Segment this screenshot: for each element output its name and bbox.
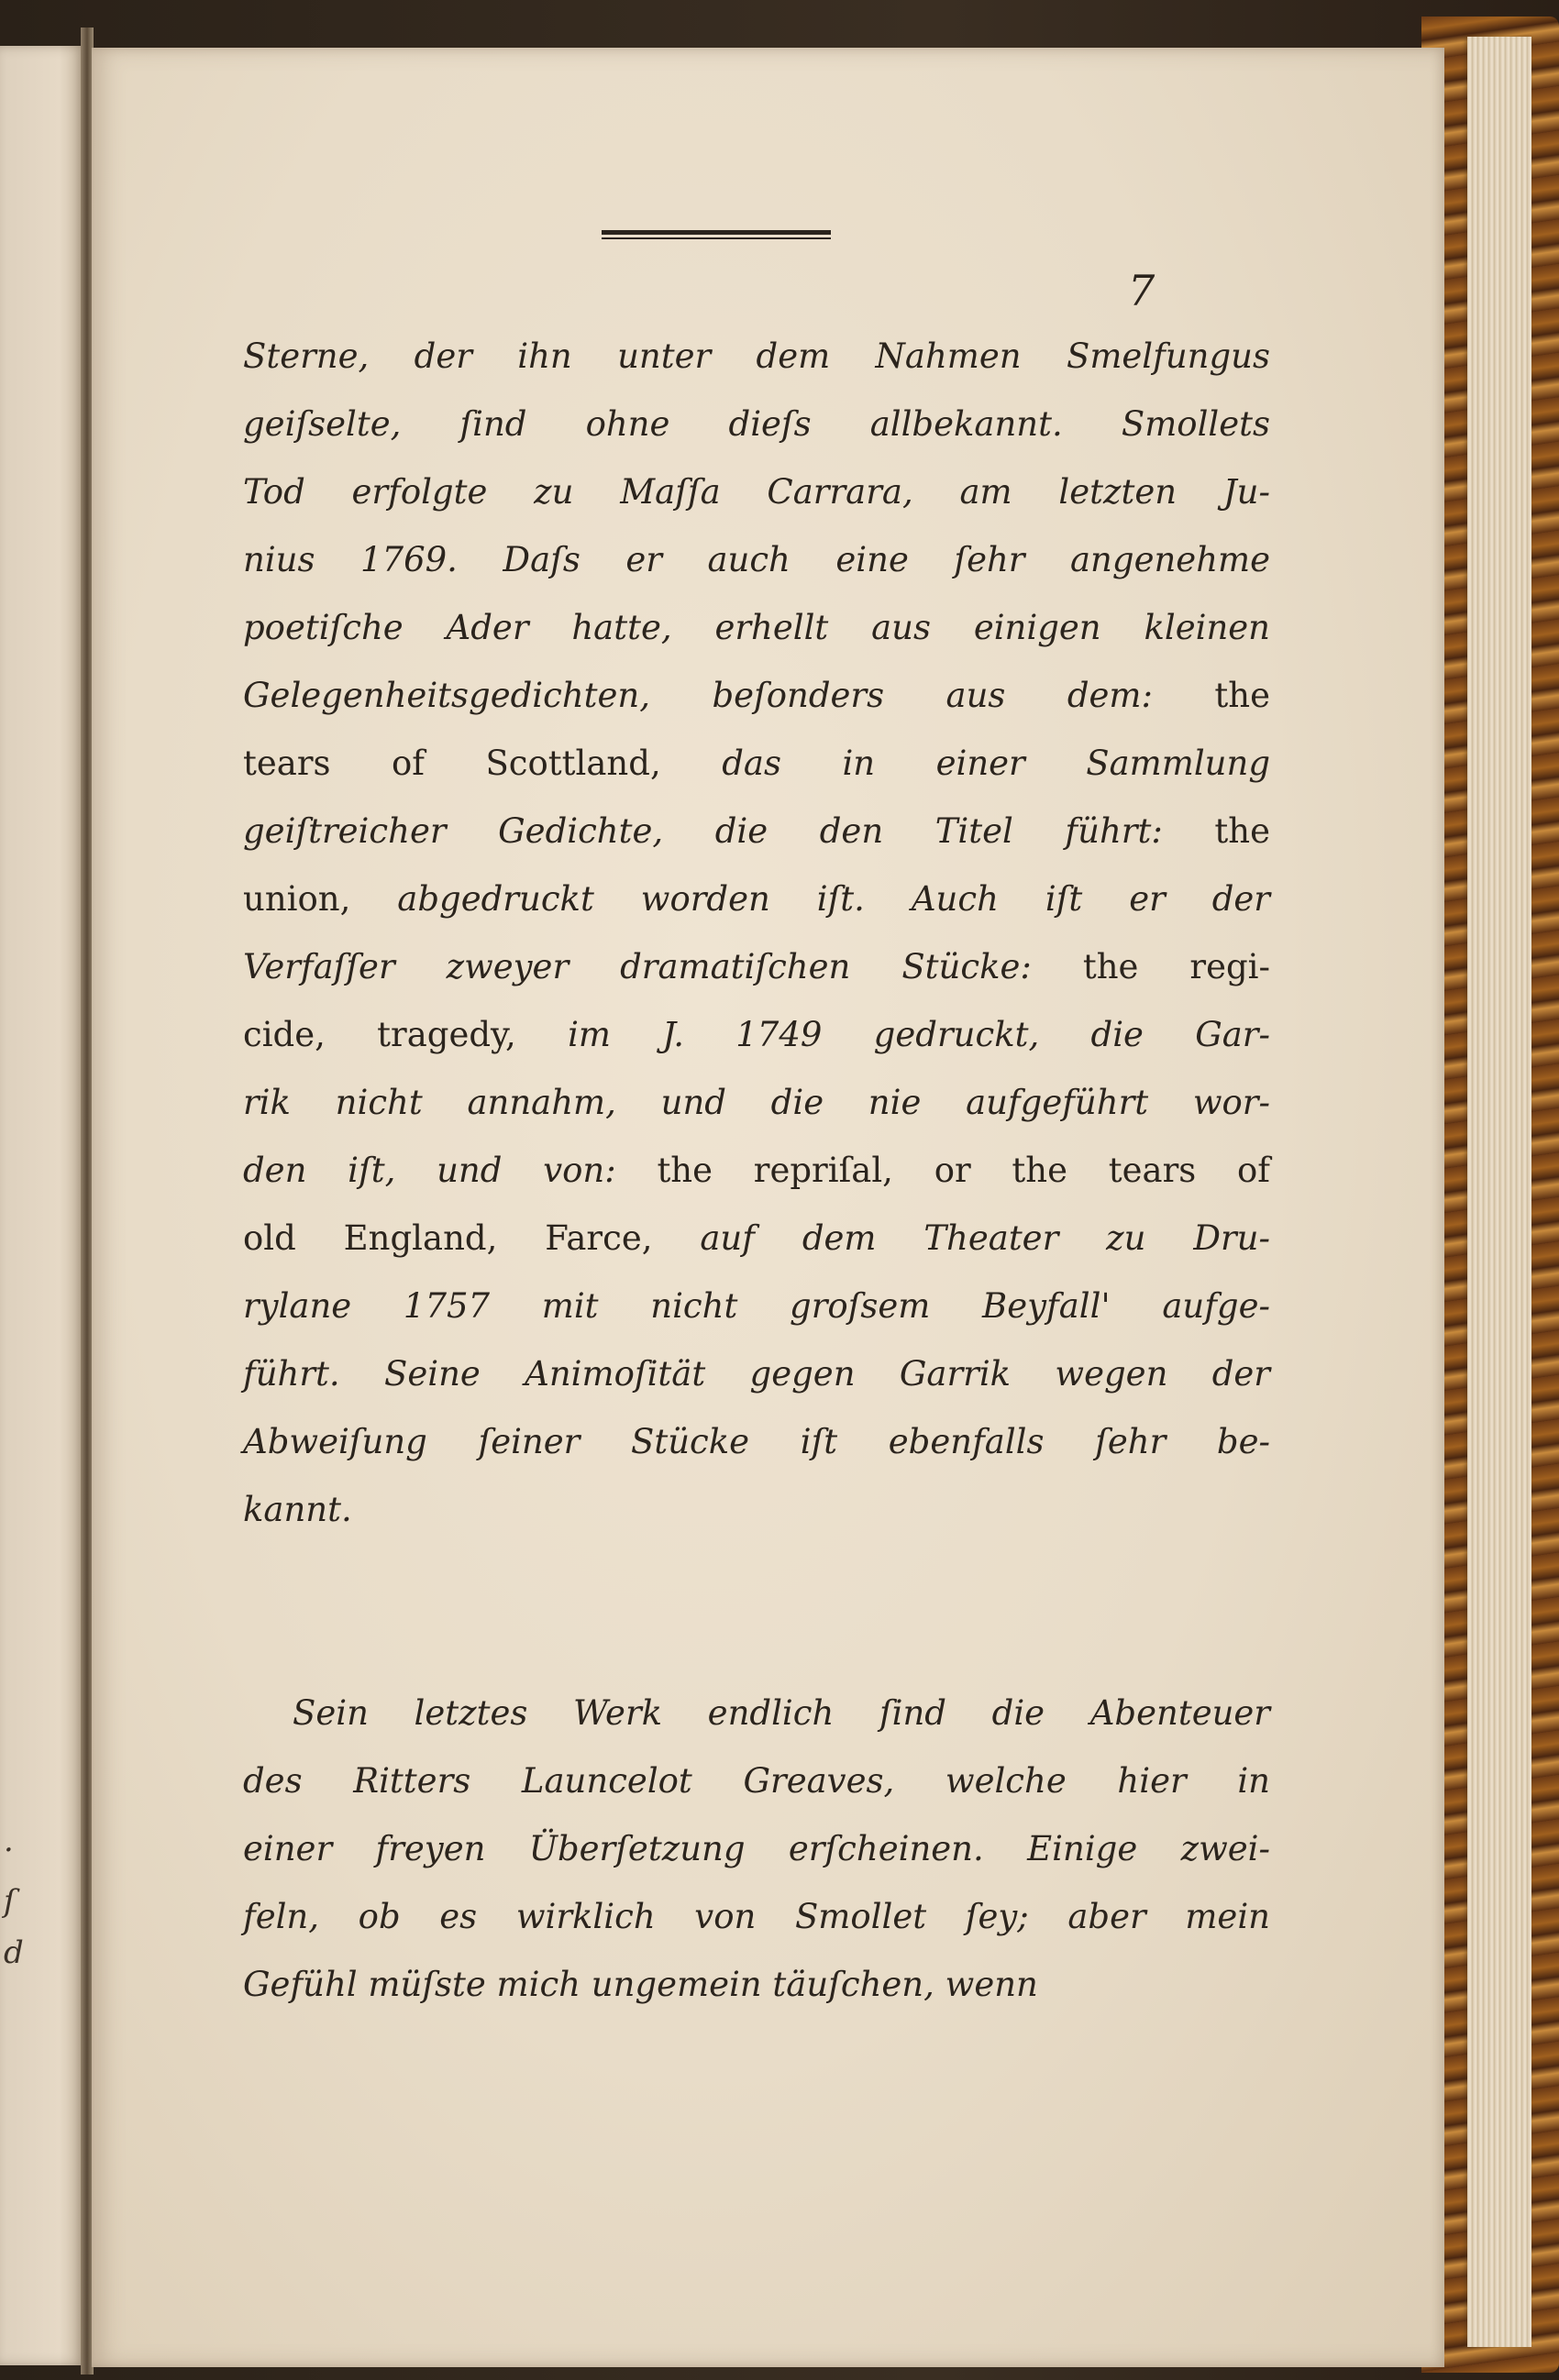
text-line xyxy=(243,458,1270,526)
previous-page-fragments xyxy=(4,1824,24,1978)
text-line xyxy=(243,526,1270,594)
previous-page-edge xyxy=(0,46,84,2365)
italic-run: kannt. xyxy=(243,1490,352,1529)
text-line xyxy=(243,1137,1270,1205)
text-line xyxy=(243,1747,1270,1815)
text-line xyxy=(243,391,1270,458)
roman-run: the xyxy=(1214,676,1270,715)
text-line xyxy=(243,1069,1270,1137)
italic-run: poetiſche Ader hatte, erhellt aus einigen kleinen xyxy=(243,608,1270,647)
text-line xyxy=(243,662,1270,730)
italic-run: Gefühl müſste mich ungemein täuſchen, wenn xyxy=(243,1965,1038,2004)
italic-run: des Ritters Launcelot Greaves, welche hier in xyxy=(243,1761,1270,1801)
roman-run: old England, Farce, xyxy=(243,1218,701,1258)
roman-run: the regi- xyxy=(1082,947,1270,986)
roman-run: the repriſal, or the tears of xyxy=(657,1151,1270,1190)
italic-run: feln, ob es wirklich von Smollet ſey; aber mein xyxy=(243,1897,1270,1936)
italic-run: das in einer Sammlung xyxy=(722,744,1270,783)
body-text xyxy=(243,323,1270,2019)
italic-run: auf dem Theater zu Dru- xyxy=(700,1218,1271,1258)
roman-run: tears of Scottland, xyxy=(243,744,723,783)
text-line xyxy=(243,1883,1270,1951)
italic-run: Sterne, der ihn unter dem Nahmen Smelfungus xyxy=(243,336,1270,376)
italic-run: Tod erfolgte zu Maſſa Carrara, am letzten Ju- xyxy=(243,472,1270,512)
text-line xyxy=(243,1205,1270,1273)
text-line xyxy=(243,1340,1270,1408)
italic-run: rik nicht annahm, und die nie aufgeführt wor- xyxy=(243,1083,1270,1122)
italic-run: im J. 1749 gedruckt, die Gar- xyxy=(568,1015,1270,1054)
italic-run: einer freyen Überſetzung erſcheinen. Einige zwei- xyxy=(243,1829,1270,1868)
italic-run: geiſtreicher Gedichte, die den Titel führt: xyxy=(243,811,1215,851)
text-line xyxy=(243,1815,1270,1883)
text-line xyxy=(243,1680,1270,1747)
text-line xyxy=(243,1273,1270,1340)
previous-page-mark: d xyxy=(4,1934,24,1971)
italic-run: abgedruckt worden iſt. Auch iſt er der xyxy=(397,879,1270,919)
text-line xyxy=(243,1408,1270,1476)
italic-run: Verfaſſer zweyer dramatiſchen Stücke: xyxy=(243,947,1083,986)
paragraph-gap xyxy=(243,1544,1270,1680)
paragraph xyxy=(243,323,1270,1544)
roman-run: the xyxy=(1214,811,1270,851)
text-line xyxy=(243,798,1270,865)
roman-run: union, xyxy=(243,879,398,919)
italic-run: den iſt, und von: xyxy=(243,1151,658,1190)
text-line xyxy=(243,323,1270,391)
text-line xyxy=(243,594,1270,662)
italic-run: rylane 1757 mit nicht groſsem Beyfall' aufge- xyxy=(243,1286,1270,1326)
text-line xyxy=(243,730,1270,798)
italic-run: nius 1769. Daſs er auch eine ſehr angenehme xyxy=(243,540,1270,579)
header-rule xyxy=(602,227,831,242)
italic-run: Gelegenheitsgedichten, beſonders aus dem: xyxy=(243,676,1215,715)
text-line xyxy=(243,1476,1270,1544)
roman-run: cide, tragedy, xyxy=(243,1015,569,1054)
italic-run: Abweiſung ſeiner Stücke iſt ebenfalls ſehr be- xyxy=(243,1422,1270,1461)
text-line xyxy=(243,865,1270,933)
italic-run: führt. Seine Animoſität gegen Garrik wegen der xyxy=(243,1354,1270,1394)
book-page xyxy=(92,48,1444,2367)
text-line xyxy=(243,933,1270,1001)
previous-page-mark: ſ xyxy=(4,1883,16,1920)
italic-run: Sein letztes Werk endlich ſind die Abenteuer xyxy=(293,1693,1270,1733)
page-number: 7 xyxy=(1128,266,1155,315)
italic-run: geiſselte, ſind ohne dieſs allbekannt. Smollets xyxy=(243,404,1270,444)
previous-page-mark: · xyxy=(4,1832,14,1868)
text-line xyxy=(243,1951,1270,2019)
page-block-edge xyxy=(1467,37,1531,2347)
paragraph xyxy=(243,1680,1270,2019)
text-line xyxy=(243,1001,1270,1069)
